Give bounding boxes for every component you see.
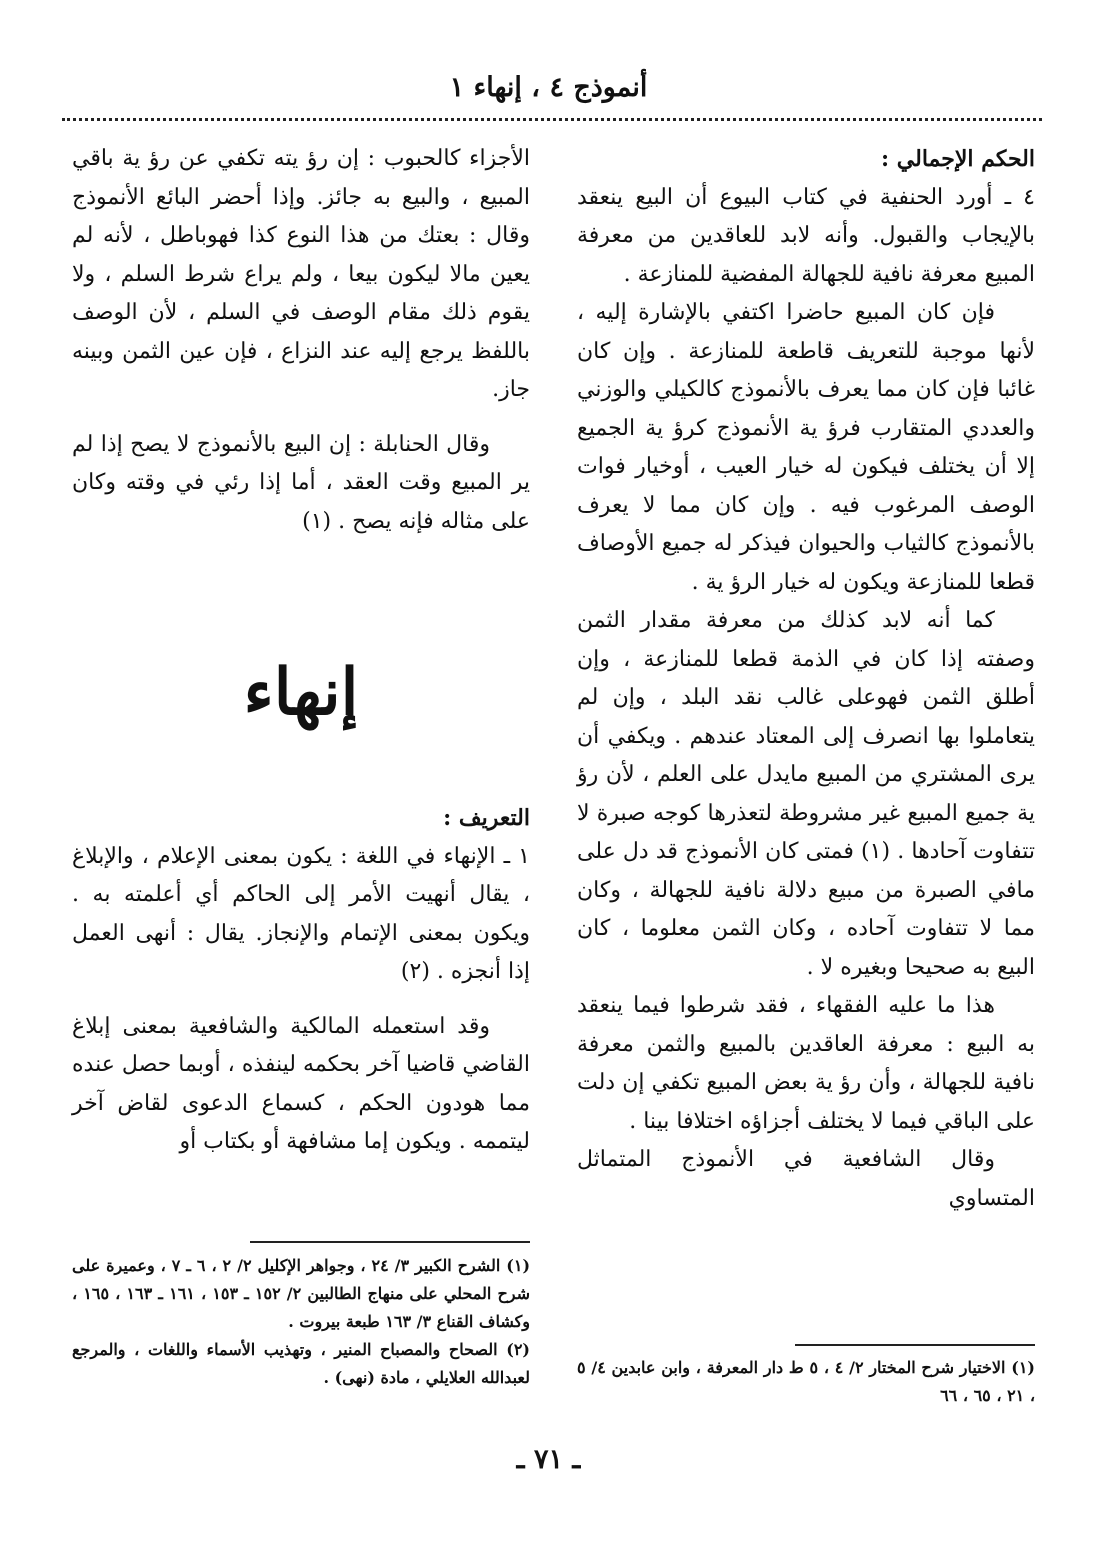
footnote: (١) الاختيار شرح المختار ٢/ ٤ ، ٥ ط دار المعرفة ، وابن عابدين ٤/ ٥ ، ٢١ ، ٦٥ ، ٦٦	[577, 1358, 1035, 1405]
running-head: أنموذج ٤ ، إنهاء ١	[449, 72, 648, 103]
page-number: ـ ٧١ ـ	[516, 1444, 581, 1475]
paragraph: وقال الشافعية في الأنموذج المتماثل المتساوي	[577, 1147, 1035, 1211]
section-heading-definition: التعريف :	[443, 805, 530, 831]
footnote: (١) الشرح الكبير ٣/ ٢٤ ، وجواهر الإكليل ٢/ ٢ ، ٦ ـ ٧ ، وعميرة على شرح المحلي على منهاج الطالبين ٢/ ١٥٢ ـ ١٥٣ ، ١٦١ ـ ١٦٣ ، ١٦٥ ، وكشاف القناع ٣/ ١٦٣ طبعة بيروت .	[72, 1256, 531, 1331]
paragraph: وقال الحنابلة : إن البيع بالأنموذج لا يصح إذا لم ير المبيع وقت العقد ، أما إذا رئي في وقته وكان على مثاله فإنه يصح . (١)	[72, 431, 530, 534]
right-column	[577, 140, 1035, 1218]
header-dotted-rule	[62, 118, 1042, 121]
section-heading-general-ruling: الحكم الإجمالي :	[881, 146, 1035, 172]
paragraph: وقد استعمله المالكية والشافعية بمعنى إبلاغ القاضي قاضيا آخر بحكمه لينفذه ، أوبما حصل عنده مما هودون الحكم ، كسماع الدعوى لقاض آخر ليتممه . ويكون إما مشافهة أو بكتاب أو	[72, 1013, 530, 1154]
footnote-rule	[250, 1241, 530, 1243]
paragraph: هذا ما عليه الفقهاء ، فقد شرطوا فيما ينعقد به البيع : معرفة العاقدين بالمبيع والثمن معرفة نافية للجهالة ، وأن رؤ ية بعض المبيع تكفي إن دلت على الباقي فيما لا يختلف أجزاؤه اختلافا بينا .	[577, 993, 1035, 1134]
paragraph: كما أنه لابد كذلك من معرفة مقدار الثمن وصفته إذا كان في الذمة قطعا للمنازعة ، وإن أطلق الثمن فهوعلى غالب نقد البلد ، وإن لم يتعاملوا بها انصرف إلى المعتاد عندهم . ويكفي أن يرى المشتري من المبيع مايدل على العلم ، لأن رؤ ية جميع المبيع غير مشروطة لتعذرها كوجه صبرة لا تتفاوت آحادها . (١) فمتى كان الأنموذج قد دل على مافي الصبرة من مبيع دلالة نافية للجهالة ، وكان مما لا تتفاوت آحاده ، وكان الثمن معلوما ، كان البيع به صحيحا وبغيره لا .	[577, 608, 1035, 980]
paragraph: ٤ ـ أورد الحنفية في كتاب البيوع أن البيع ينعقد بالإيجاب والقبول. وأنه لابد للعاقدين من معرفة المبيع معرفة نافية للجهالة المفضية للمنازعة .	[577, 184, 1035, 287]
left-column	[72, 140, 530, 1162]
paragraph: الأجزاء كالحبوب : إن رؤ يته تكفي عن رؤ ية باقي المبيع ، والبيع به جائز. وإذا أحضر البائع الأنموذج وقال : بعتك من هذا النوع كذا فهوباطل ، لأنه لم يعين مالا ليكون بيعا ، ولم يراع شرط السلم ، ولا يقوم ذلك مقام الوصف في السلم ، لأن الوصف باللفظ يرجع إليه عند النزاع ، فإن عين الثمن وبينه جاز.	[72, 146, 530, 402]
footnotes-right	[577, 1354, 1035, 1410]
footnote: (٢) الصحاح والمصباح المنير ، وتهذيب الأسماء واللغات ، والمرجع لعبدالله العلايلي ، مادة (نهى) .	[72, 1340, 530, 1387]
footnote-rule	[795, 1344, 1035, 1346]
footnotes-left	[72, 1252, 530, 1392]
entry-title: إنهاء	[243, 655, 359, 730]
paragraph: فإن كان المبيع حاضرا اكتفي بالإشارة إليه ، لأنها موجبة للتعريف قاطعة للمنازعة . وإن كان غائبا فإن كان مما يعرف بالأنموذج كالكيلي والوزني والعددي المتقارب فرؤ ية الأنموذج كرؤ ية الجميع إلا أن يختلف فيكون له خيار العيب ، أوخيار فوات الوصف المرغوب فيه . وإن كان مما لا يعرف بالأنموذج كالثياب والحيوان فيذكر له جميع الأوصاف قطعا للمنازعة ويكون له خيار الرؤ ية .	[577, 300, 1035, 595]
paragraph: ١ ـ الإنهاء في اللغة : يكون بمعنى الإعلام ، والإبلاغ ، يقال أنهيت الأمر إلى الحاكم أي أعلمته به . ويكون بمعنى الإتمام والإنجاز. يقال : أنهى العمل إذا أنجزه . (٢)	[72, 843, 530, 984]
